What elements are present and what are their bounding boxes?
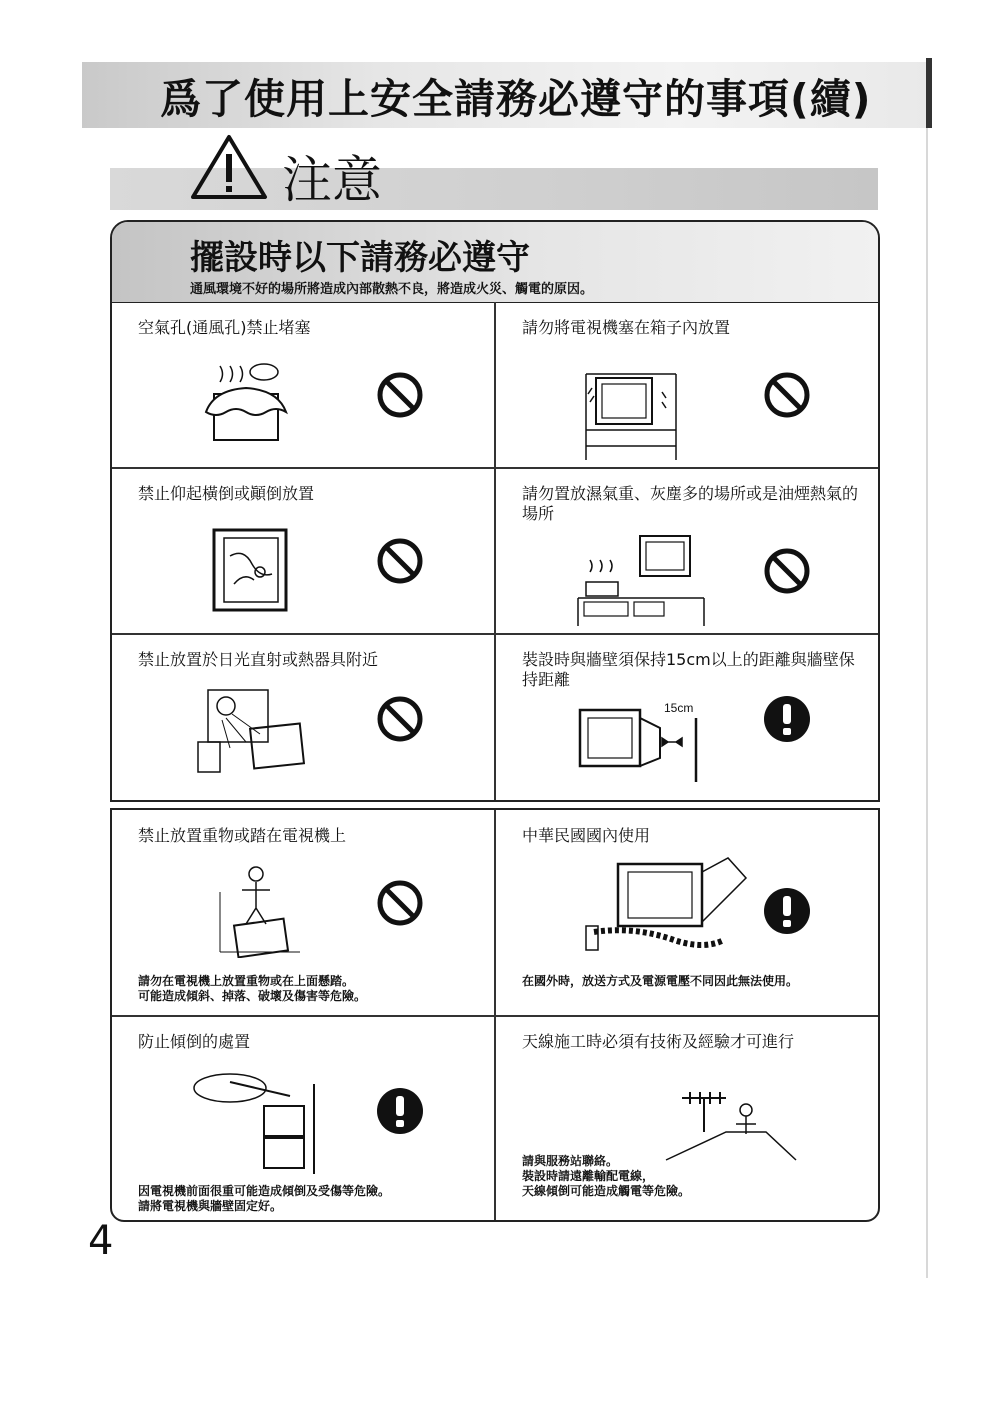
item-cell [112, 302, 494, 467]
page-edge-rule [926, 128, 928, 1278]
item-cell [112, 468, 494, 633]
caution-label: 注意 [282, 151, 382, 209]
mandatory-icon [762, 886, 812, 936]
item-cell [112, 810, 494, 1015]
item-title: 防止傾倒的處置 [138, 1032, 251, 1051]
installation-subtitle: 通風環境不好的場所將造成內部散熱不良，將造成火災、觸電的原因。 [190, 282, 594, 297]
installation-box [110, 220, 880, 802]
item-title: 空氣孔(通風孔)禁止堵塞 [138, 318, 311, 337]
prohibition-icon [762, 370, 812, 420]
item-title: 裝設時與牆壁須保持15cm以上的距離與牆壁保持距離 [522, 650, 855, 689]
header-rule [926, 58, 932, 128]
item-note: 請勿在電視機上放置重物或在上面懸踏。 [138, 974, 355, 988]
mandatory-icon [375, 1086, 425, 1136]
usage-box [110, 808, 880, 1222]
installation-header [112, 222, 878, 303]
distance-label: 15cm [664, 701, 694, 715]
mandatory-icon [762, 694, 812, 744]
prohibition-icon [375, 536, 425, 586]
item-title: 請勿將電視機塞在箱子內放置 [522, 318, 731, 337]
item-cell [496, 1016, 878, 1220]
item-title: 中華民國國內使用 [522, 826, 651, 845]
item-note: 可能造成傾斜、掉落、破壞及傷害等危險。 [138, 989, 367, 1003]
installation-title: 擺設時以下請務必遵守 [190, 238, 530, 278]
tipped-tv-illustration [210, 526, 290, 614]
item-cell [112, 1016, 494, 1220]
prohibition-icon [375, 878, 425, 928]
sunlight-heater-illustration [192, 686, 322, 782]
item-note: 裝設時請遠離輸配電線， [522, 1169, 655, 1183]
tv-in-cabinet-illustration [582, 354, 682, 462]
prohibition-icon [375, 694, 425, 744]
covered-tv-illustration [200, 362, 292, 447]
kitchen-stove-illustration [576, 532, 706, 628]
item-title: 請勿置放濕氣重、灰塵多的場所或是油煙熱氣的場所 [522, 484, 859, 523]
prohibition-icon [762, 546, 812, 596]
item-cell [496, 810, 878, 1015]
item-note: 在國外時，放送方式及電源電壓不同因此無法使用。 [522, 974, 799, 988]
item-note: 請與服務站聯絡。 [522, 1154, 619, 1168]
item-title: 禁止仰起橫倒或顚倒放置 [138, 484, 315, 503]
warning-triangle-icon [190, 134, 268, 200]
wall-distance-illustration [576, 696, 706, 782]
item-note: 天線傾倒可能造成觸電等危險。 [522, 1184, 691, 1198]
item-title: 禁止放置重物或踏在電視機上 [138, 826, 347, 845]
item-title: 天線施工時必須有技術及經驗才可進行 [522, 1032, 795, 1051]
page-title: 爲了使用上安全請務必遵守的事項(續) [160, 75, 872, 123]
tv-with-plug-illustration [582, 852, 752, 962]
prohibition-icon [375, 370, 425, 420]
item-cell [496, 302, 878, 467]
item-note: 因電視機前面很重可能造成傾倒及受傷等危險。 [138, 1184, 391, 1198]
item-title: 禁止放置於日光直射或熱器具附近 [138, 650, 379, 669]
item-cell [496, 468, 878, 633]
anchored-tv-illustration [190, 1066, 320, 1176]
item-cell [496, 634, 878, 800]
item-cell [112, 634, 494, 800]
weight-on-tv-illustration [212, 862, 302, 958]
item-note: 請將電視機與牆壁固定好。 [138, 1199, 283, 1213]
roof-antenna-illustration [646, 1070, 816, 1162]
page-number: 4 [88, 1218, 114, 1264]
